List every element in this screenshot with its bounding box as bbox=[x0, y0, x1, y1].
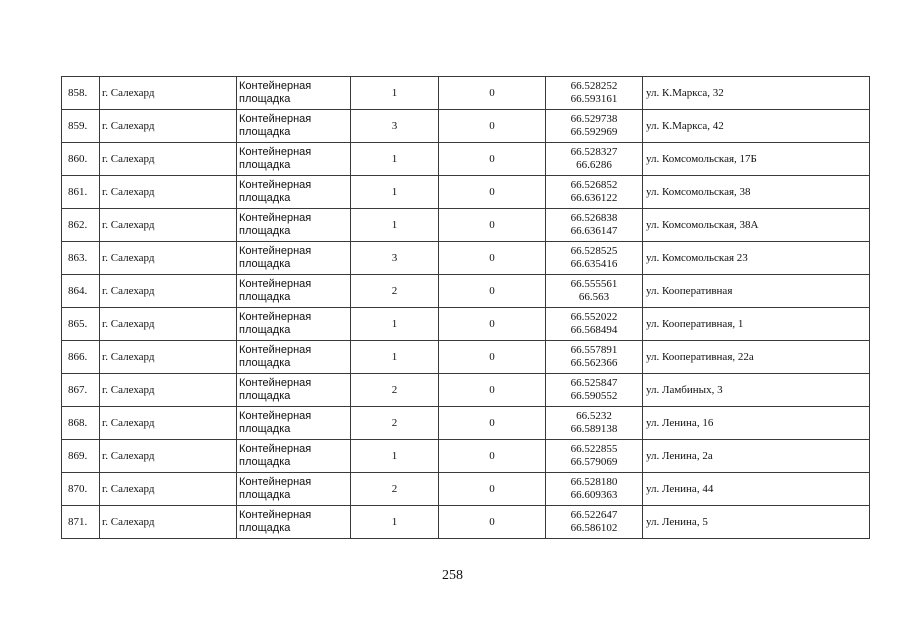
latitude: 66.528252 bbox=[570, 80, 618, 92]
coordinates-cell bbox=[546, 374, 643, 407]
site-type-line2: площадка bbox=[239, 423, 291, 435]
volume-cell: 0 bbox=[439, 209, 546, 242]
site-type-cell bbox=[237, 209, 351, 242]
coordinates-cell bbox=[546, 473, 643, 506]
address-cell: ул. Ленина, 44 bbox=[643, 473, 870, 506]
latitude: 66.529738 bbox=[570, 113, 618, 125]
site-type-line2: площадка bbox=[239, 93, 291, 105]
row-number: 863. bbox=[62, 242, 100, 275]
city-cell: г. Салехард bbox=[100, 440, 237, 473]
address-cell: ул. Комсомольская, 38А bbox=[643, 209, 870, 242]
longitude: 66.562366 bbox=[570, 357, 618, 369]
site-type-cell bbox=[237, 374, 351, 407]
row-number: 861. bbox=[62, 176, 100, 209]
container-count-cell: 2 bbox=[351, 275, 439, 308]
address-cell: ул. Ленина, 16 bbox=[643, 407, 870, 440]
site-type-line1: Контейнерная bbox=[239, 344, 312, 356]
city-cell: г. Салехард bbox=[100, 77, 237, 110]
site-type-line1: Контейнерная bbox=[239, 509, 312, 521]
site-type-cell bbox=[237, 407, 351, 440]
address-cell: ул. Кооперативная bbox=[643, 275, 870, 308]
container-count-cell: 1 bbox=[351, 143, 439, 176]
table-body bbox=[62, 77, 870, 539]
coordinates-cell bbox=[546, 242, 643, 275]
latitude: 66.526838 bbox=[570, 212, 618, 224]
site-type-line1: Контейнерная bbox=[239, 113, 312, 125]
site-type-line1: Контейнерная bbox=[239, 278, 312, 290]
city-cell: г. Салехард bbox=[100, 242, 237, 275]
city-cell: г. Салехард bbox=[100, 374, 237, 407]
container-count-cell: 1 bbox=[351, 209, 439, 242]
coordinates-cell bbox=[546, 308, 643, 341]
volume-cell: 0 bbox=[439, 143, 546, 176]
volume-cell: 0 bbox=[439, 506, 546, 539]
site-type-cell bbox=[237, 473, 351, 506]
volume-cell: 0 bbox=[439, 176, 546, 209]
row-number: 868. bbox=[62, 407, 100, 440]
site-type-line2: площадка bbox=[239, 390, 291, 402]
address-cell: ул. Комсомольская, 38 bbox=[643, 176, 870, 209]
city-cell: г. Салехард bbox=[100, 110, 237, 143]
table-row bbox=[62, 275, 870, 308]
site-type-line2: площадка bbox=[239, 126, 291, 138]
site-type-line2: площадка bbox=[239, 489, 291, 501]
coordinates-cell bbox=[546, 77, 643, 110]
row-number: 864. bbox=[62, 275, 100, 308]
site-type-line2: площадка bbox=[239, 192, 291, 204]
address-cell: ул. Ламбиных, 3 bbox=[643, 374, 870, 407]
site-type-line2: площадка bbox=[239, 357, 291, 369]
site-type-cell bbox=[237, 440, 351, 473]
site-type-line2: площадка bbox=[239, 324, 291, 336]
volume-cell: 0 bbox=[439, 110, 546, 143]
latitude: 66.5232 bbox=[576, 410, 612, 422]
site-type-line1: Контейнерная bbox=[239, 443, 312, 455]
coordinates-cell bbox=[546, 143, 643, 176]
address-cell: ул. Комсомольская, 17Б bbox=[643, 143, 870, 176]
coordinates-cell bbox=[546, 209, 643, 242]
volume-cell: 0 bbox=[439, 407, 546, 440]
site-type-line2: площадка bbox=[239, 159, 291, 171]
longitude: 66.586102 bbox=[570, 522, 618, 534]
volume-cell: 0 bbox=[439, 374, 546, 407]
city-cell: г. Салехард bbox=[100, 341, 237, 374]
container-sites-table bbox=[61, 76, 870, 539]
latitude: 66.526852 bbox=[570, 179, 618, 191]
container-count-cell: 1 bbox=[351, 308, 439, 341]
volume-cell: 0 bbox=[439, 473, 546, 506]
row-number: 858. bbox=[62, 77, 100, 110]
container-count-cell: 1 bbox=[351, 176, 439, 209]
table-row bbox=[62, 341, 870, 374]
latitude: 66.552022 bbox=[570, 311, 618, 323]
site-type-cell bbox=[237, 143, 351, 176]
row-number: 859. bbox=[62, 110, 100, 143]
volume-cell: 0 bbox=[439, 275, 546, 308]
container-count-cell: 1 bbox=[351, 341, 439, 374]
site-type-line1: Контейнерная bbox=[239, 179, 312, 191]
volume-cell: 0 bbox=[439, 440, 546, 473]
longitude: 66.6286 bbox=[576, 159, 612, 171]
site-type-cell bbox=[237, 308, 351, 341]
latitude: 66.528525 bbox=[570, 245, 618, 257]
site-type-line2: площадка bbox=[239, 225, 291, 237]
table-row bbox=[62, 110, 870, 143]
longitude: 66.589138 bbox=[570, 423, 618, 435]
container-count-cell: 3 bbox=[351, 242, 439, 275]
address-cell: ул. Комсомольская 23 bbox=[643, 242, 870, 275]
row-number: 870. bbox=[62, 473, 100, 506]
site-type-line1: Контейнерная bbox=[239, 476, 312, 488]
city-cell: г. Салехард bbox=[100, 275, 237, 308]
container-count-cell: 1 bbox=[351, 506, 439, 539]
site-type-line1: Контейнерная bbox=[239, 80, 312, 92]
row-number: 871. bbox=[62, 506, 100, 539]
site-type-cell bbox=[237, 176, 351, 209]
site-type-line1: Контейнерная bbox=[239, 410, 312, 422]
city-cell: г. Салехард bbox=[100, 143, 237, 176]
table-row bbox=[62, 308, 870, 341]
coordinates-cell bbox=[546, 440, 643, 473]
table-row bbox=[62, 77, 870, 110]
longitude: 66.590552 bbox=[570, 390, 618, 402]
row-number: 867. bbox=[62, 374, 100, 407]
container-count-cell: 1 bbox=[351, 77, 439, 110]
volume-cell: 0 bbox=[439, 242, 546, 275]
row-number: 869. bbox=[62, 440, 100, 473]
container-count-cell: 3 bbox=[351, 110, 439, 143]
city-cell: г. Салехард bbox=[100, 308, 237, 341]
address-cell: ул. К.Маркса, 32 bbox=[643, 77, 870, 110]
coordinates-cell bbox=[546, 506, 643, 539]
address-cell: ул. Кооперативная, 1 bbox=[643, 308, 870, 341]
coordinates-cell bbox=[546, 407, 643, 440]
row-number: 865. bbox=[62, 308, 100, 341]
longitude: 66.563 bbox=[578, 291, 610, 303]
longitude: 66.609363 bbox=[570, 489, 618, 501]
container-count-cell: 2 bbox=[351, 407, 439, 440]
longitude: 66.636147 bbox=[570, 225, 618, 237]
table-row bbox=[62, 143, 870, 176]
site-type-cell bbox=[237, 341, 351, 374]
row-number: 862. bbox=[62, 209, 100, 242]
row-number: 860. bbox=[62, 143, 100, 176]
longitude: 66.568494 bbox=[570, 324, 618, 336]
table-row bbox=[62, 242, 870, 275]
city-cell: г. Салехард bbox=[100, 209, 237, 242]
table-row bbox=[62, 407, 870, 440]
latitude: 66.528180 bbox=[570, 476, 618, 488]
coordinates-cell bbox=[546, 341, 643, 374]
address-cell: ул. Ленина, 5 bbox=[643, 506, 870, 539]
city-cell: г. Салехард bbox=[100, 506, 237, 539]
container-count-cell: 2 bbox=[351, 374, 439, 407]
container-count-cell: 1 bbox=[351, 440, 439, 473]
site-type-line2: площадка bbox=[239, 291, 291, 303]
latitude: 66.522647 bbox=[570, 509, 618, 521]
latitude: 66.557891 bbox=[570, 344, 618, 356]
row-number: 866. bbox=[62, 341, 100, 374]
address-cell: ул. Ленина, 2а bbox=[643, 440, 870, 473]
latitude: 66.528327 bbox=[570, 146, 618, 158]
coordinates-cell bbox=[546, 110, 643, 143]
container-count-cell: 2 bbox=[351, 473, 439, 506]
coordinates-cell bbox=[546, 176, 643, 209]
table-row bbox=[62, 209, 870, 242]
site-type-line1: Контейнерная bbox=[239, 377, 312, 389]
site-type-cell bbox=[237, 242, 351, 275]
table-row bbox=[62, 176, 870, 209]
site-type-cell bbox=[237, 275, 351, 308]
site-type-line1: Контейнерная bbox=[239, 245, 312, 257]
table-row bbox=[62, 374, 870, 407]
site-type-line2: площадка bbox=[239, 522, 291, 534]
city-cell: г. Салехард bbox=[100, 473, 237, 506]
site-type-line1: Контейнерная bbox=[239, 311, 312, 323]
longitude: 66.593161 bbox=[570, 93, 618, 105]
table-row bbox=[62, 473, 870, 506]
table-row bbox=[62, 506, 870, 539]
coordinates-cell bbox=[546, 275, 643, 308]
city-cell: г. Салехард bbox=[100, 176, 237, 209]
city-cell: г. Салехард bbox=[100, 407, 237, 440]
volume-cell: 0 bbox=[439, 341, 546, 374]
volume-cell: 0 bbox=[439, 308, 546, 341]
volume-cell: 0 bbox=[439, 77, 546, 110]
address-cell: ул. Кооперативная, 22а bbox=[643, 341, 870, 374]
longitude: 66.636122 bbox=[570, 192, 618, 204]
site-type-line1: Контейнерная bbox=[239, 146, 312, 158]
latitude: 66.525847 bbox=[570, 377, 618, 389]
address-cell: ул. К.Маркса, 42 bbox=[643, 110, 870, 143]
site-type-line2: площадка bbox=[239, 258, 291, 270]
longitude: 66.579069 bbox=[570, 456, 618, 468]
latitude: 66.522855 bbox=[570, 443, 618, 455]
longitude: 66.592969 bbox=[570, 126, 618, 138]
longitude: 66.635416 bbox=[570, 258, 618, 270]
latitude: 66.555561 bbox=[570, 278, 618, 290]
site-type-line2: площадка bbox=[239, 456, 291, 468]
site-type-cell bbox=[237, 77, 351, 110]
site-type-cell bbox=[237, 110, 351, 143]
site-type-line1: Контейнерная bbox=[239, 212, 312, 224]
site-type-cell bbox=[237, 506, 351, 539]
table-row bbox=[62, 440, 870, 473]
page-number: 258 bbox=[442, 568, 463, 583]
